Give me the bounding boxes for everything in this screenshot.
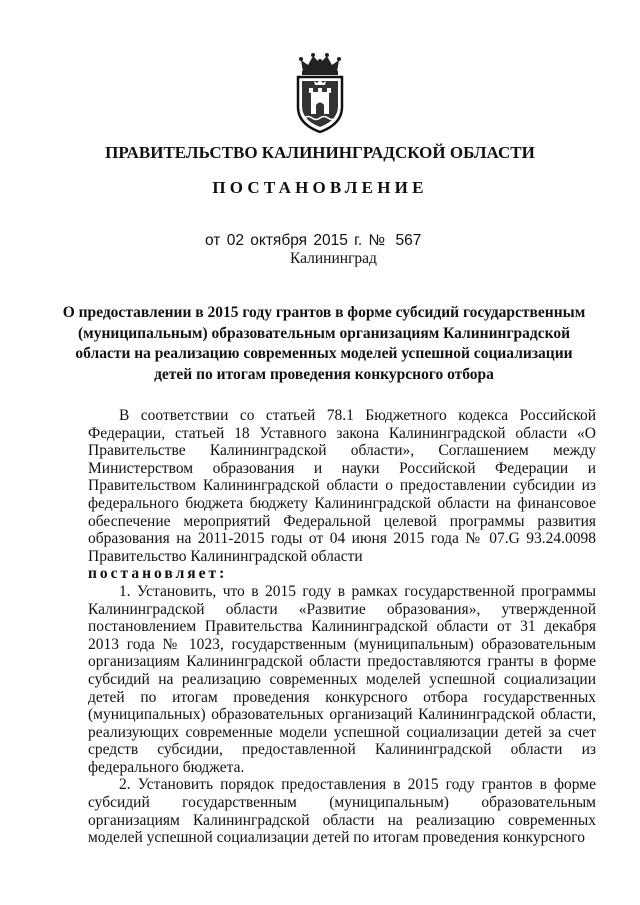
date-line: [205, 232, 421, 250]
document-number: 567: [395, 232, 422, 249]
document-type: ПОСТАНОВЛЕНИЕ: [212, 178, 428, 197]
resolves-line: [88, 565, 596, 583]
preamble-paragraph: В соответствии со статьей 78.1 Бюджетного кодекса Российской Федерации, статьей 18 Уставного закона Калининградской области «О Правительстве Калининградской области», Соглашением между Министерством образования и науки Российской Федерации и Правительством Калининградской области о предоставлении субсидии из федерального бюджета бюджету Калининградской области на финансовое обеспечение мероприятий Федеральной целевой программы развития образования на 2011-2015 годы от 04 июня 2015 года № 07.G 93.24.0098 Правительство Калининградской области: [88, 407, 596, 565]
resolves-word: постановляет:: [88, 565, 228, 583]
item-2-paragraph: 2. Установить порядок предоставления в 2015 году грантов в форме субсидий государственным (муниципальным) образовательным организациям Калининградской области на реализацию современных моделей успешной социализации детей по итогам проведения конкурсного: [88, 776, 596, 847]
item-1-paragraph: 1. Установить, что в 2015 году в рамках государственной программы Калининградской области «Развитие образования», утвержденной постановлением Правительства Калининградской области от 31 декабря 2013 года № 1023, государственным (муниципальным) образовательным организациям Калининградской области предоставляются гранты в форме субсидий на реализацию современных моделей успешной социализации детей по итогам проведения конкурсного отбора государственных (муниципальных) образовательных организаций Калининградской области, реализующих современные модели успешной социализации детей за счет средств субсидии, предоставленной Калининградской области из федерального бюджета.: [88, 582, 596, 776]
document-body: [88, 407, 596, 847]
document-city: Калининград: [290, 250, 377, 267]
kaliningrad-coat-of-arms-icon: [289, 52, 351, 134]
document-title: О предоставлении в 2015 году грантов в форме субсидий государственным (муниципальным) образовательным организациям Калининградской области на реализацию современных моделей успешной социализации детей по итогам проведения конкурсного отбора: [62, 304, 586, 383]
government-name: ПРАВИТЕЛЬСТВО КАЛИНИНГРАДСКОЙ ОБЛАСТИ: [105, 143, 535, 162]
document-date: 02 октября 2015 г.: [226, 232, 363, 249]
date-prefix: от: [205, 232, 221, 249]
number-label: №: [368, 232, 386, 249]
